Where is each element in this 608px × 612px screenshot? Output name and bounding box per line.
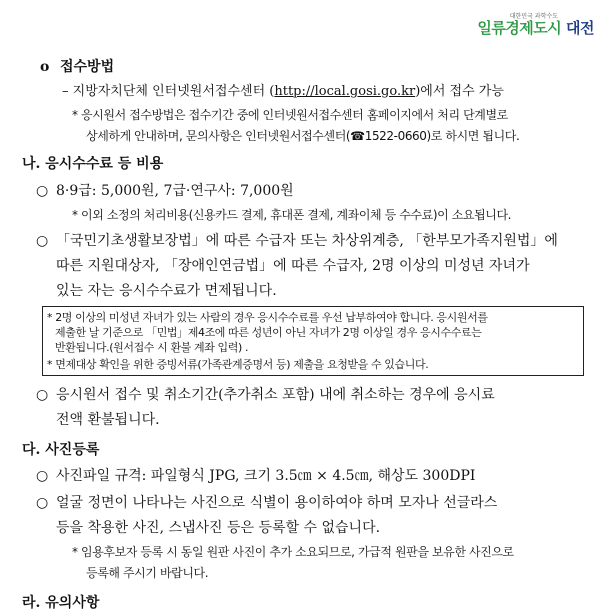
photo-rule-line2: 등을 착용한 사진, 스냅사진 등은 등록할 수 없습니다.: [56, 520, 381, 536]
photo-rule-line1: ○ 얼굴 정면이 나타나는 사진으로 식별이 용이하여야 하며 모자나 선글라스: [36, 495, 498, 511]
fee-notice-box: [42, 306, 584, 376]
application-method-line: – 지방자치단체 인터넷원서접수센터 (http://local.gosi.go.kr)에서 접수 가능: [62, 84, 504, 99]
fee-exempt-line1: ○ 「국민기초생활보장법」에 따른 수급자 또는 차상위계층, 「한부모가족지원법」에: [36, 233, 558, 249]
photo-spec-line: ○ 사진파일 규격: 파일형식 JPG, 크기 3.5㎝ × 4.5㎝, 해상도 300DPI: [36, 468, 476, 484]
photo-note-line2: 등록해 주시기 바랍니다.: [86, 566, 209, 580]
logo: [477, 14, 594, 36]
box-note2: * 면제대상 확인을 위한 증빙서류(가족관계증명서 등) 제출을 요청받을 수 있습니다.: [47, 358, 429, 371]
fee-note: * 이외 소정의 처리비용(신용카드 결제, 휴대폰 결제, 계좌이체 등 수수료)이 소요됩니다.: [72, 208, 512, 222]
heading-photo: 다. 사진등록: [22, 442, 100, 458]
box-note1-line1: * 2명 이상의 미성년 자녀가 있는 사람의 경우 응시수수료를 우선 납부하여야 합니다. 응시원서를: [47, 311, 488, 324]
box-note1-line2: 제출한 날 기준으로 「민법」제4조에 따른 성년이 아닌 자녀가 2명 이상일 경우 응시수수료는: [55, 326, 482, 339]
fee-exempt-line2: 따른 지원대상자, 「장애인연금법」에 따른 수급자, 2명 이상의 미성년 자녀가: [56, 258, 530, 274]
logo-subtitle: 대한민국 과학수도: [509, 13, 558, 20]
logo-title: 일류경제도시 대전: [477, 19, 594, 37]
fee-amount-line: ○ 8·9급: 5,000원, 7급·연구사: 7,000원: [36, 183, 294, 199]
refund-line2: 전액 환불됩니다.: [56, 412, 160, 428]
fee-exempt-line3: 있는 자는 응시수수료가 면제됩니다.: [56, 283, 277, 299]
refund-line1: ○ 응시원서 접수 및 취소기간(추가취소 포함) 내에 취소하는 경우에 응시료: [36, 387, 495, 403]
application-site-link[interactable]: http://local.gosi.go.kr: [274, 84, 416, 99]
application-note-line2: 상세하게 안내하며, 문의사항은 인터넷원서접수센터(☎1522-0660)로 하시면 됩니다.: [86, 129, 520, 143]
subheading-application-method: o 접수방법: [40, 59, 115, 75]
application-note-line1: * 응시원서 접수방법은 접수기간 중에 인터넷원서접수센터 홈페이지에서 처리 단계별로: [72, 108, 508, 122]
box-note1-line3: 반환됩니다.(원서접수 시 환불 계좌 입력) .: [55, 341, 249, 354]
photo-note-line1: * 임용후보자 등록 시 동일 원판 사진이 추가 소요되므로, 가급적 원판을 보유한 사진으로: [72, 545, 514, 559]
heading-precautions: 라. 유의사항: [22, 595, 100, 611]
heading-fees: 나. 응시수수료 등 비용: [22, 156, 164, 172]
